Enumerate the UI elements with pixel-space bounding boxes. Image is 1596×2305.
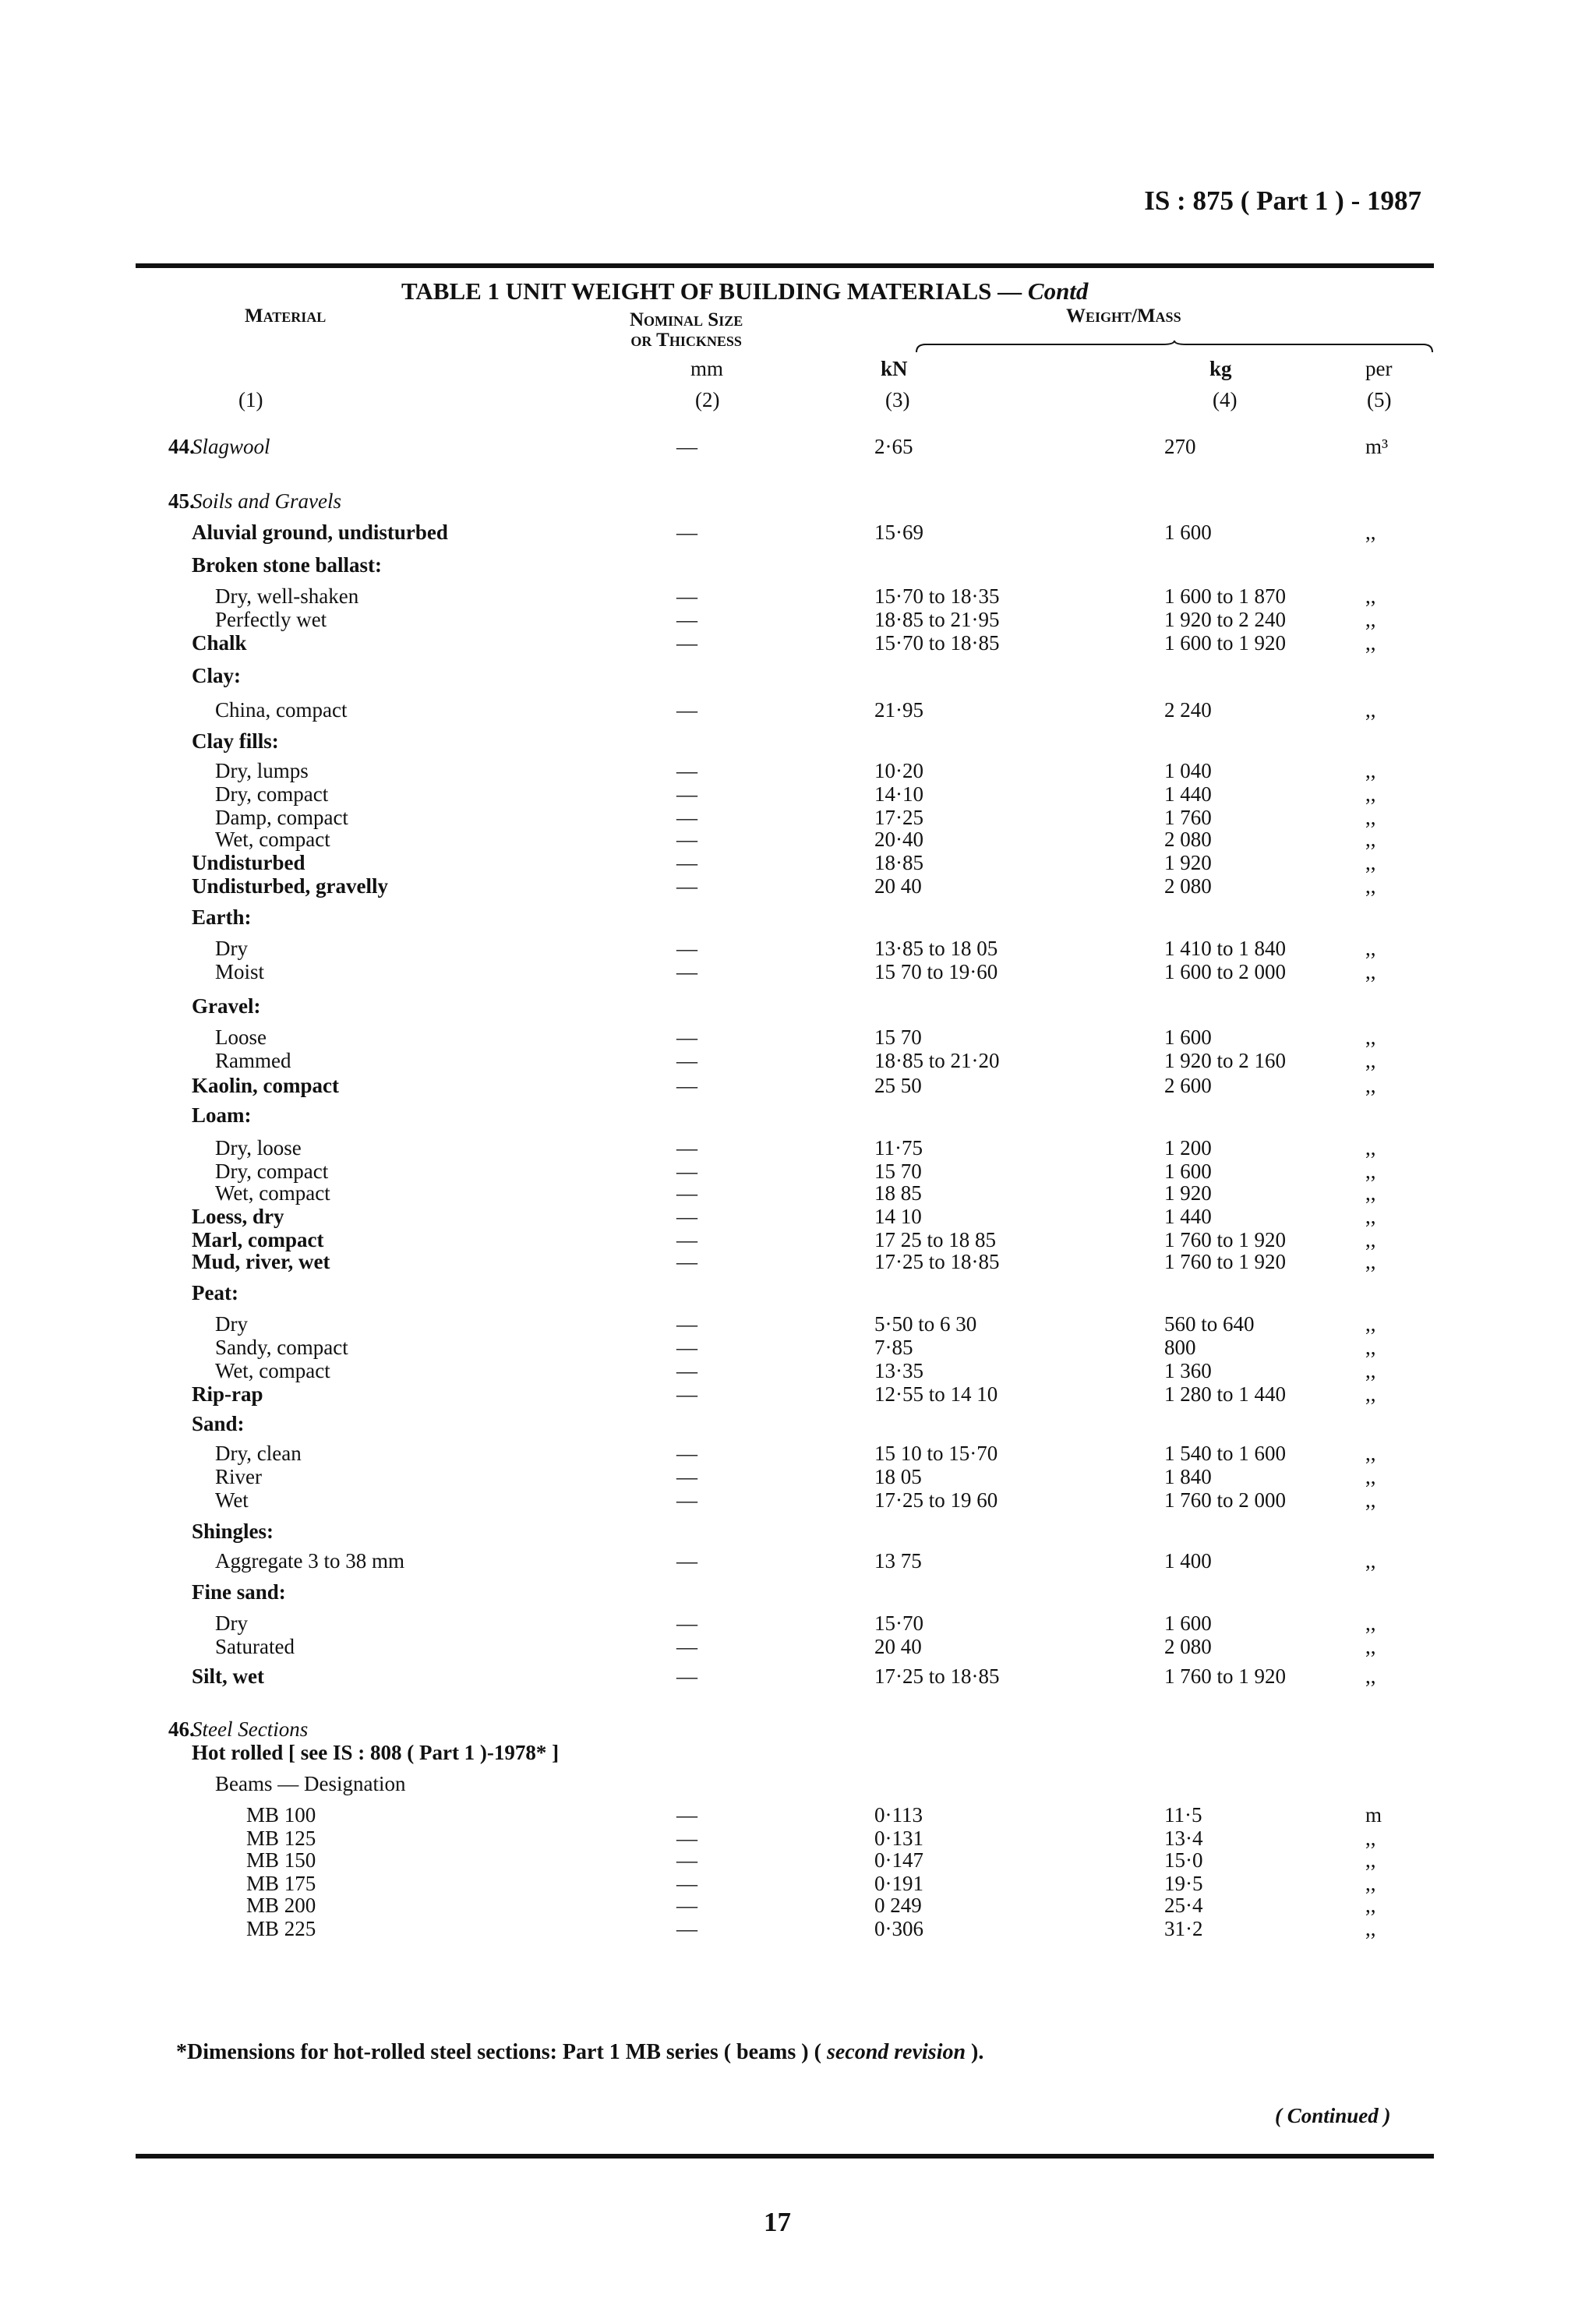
table-row <box>0 1848 1596 1872</box>
material-cell: Hot rolled [ see IS : 808 ( Part 1 )-1978* ] <box>192 1741 560 1764</box>
mass-kg-cell: 1 920 to 2 240 <box>1164 608 1287 631</box>
column-header-nominal-size <box>630 310 743 351</box>
table-row <box>0 905 1596 929</box>
table-row <box>0 1827 1596 1850</box>
table-row <box>0 1741 1596 1764</box>
table-row <box>0 1181 1596 1205</box>
mass-kg-cell: 1 440 <box>1164 1205 1212 1228</box>
mass-kg-cell: 1 600 to 1 870 <box>1164 584 1287 608</box>
weight-kn-cell: 18 85 <box>874 1181 922 1205</box>
nominal-size-cell: — <box>676 608 697 631</box>
material-cell: Broken stone ballast: <box>192 553 383 577</box>
mass-kg-cell: 1 410 to 1 840 <box>1164 937 1287 960</box>
nominal-size-cell: — <box>676 874 697 898</box>
per-unit-cell: ,, <box>1365 828 1376 851</box>
weight-kn-cell: 20·40 <box>874 828 923 851</box>
material-cell: Dry, loose <box>215 1136 302 1160</box>
nominal-size-cell: — <box>676 1611 697 1635</box>
table-row <box>0 1228 1596 1251</box>
weight-kn-cell: 15 70 to 19·60 <box>874 960 998 983</box>
material-cell: Gravel: <box>192 994 261 1018</box>
table-row <box>0 1580 1596 1604</box>
per-unit-cell: ,, <box>1365 1312 1376 1336</box>
per-unit-cell: ,, <box>1365 782 1376 806</box>
nominal-size-cell: — <box>676 698 697 722</box>
material-cell: Aggregate 3 to 38 mm <box>215 1549 404 1573</box>
material-cell: Shingles: <box>192 1520 274 1543</box>
per-unit-cell: ,, <box>1365 1917 1376 1940</box>
weight-kn-cell: 17·25 to 18·85 <box>874 1250 1000 1273</box>
weight-kn-cell: 0·306 <box>874 1917 923 1940</box>
mass-kg-cell: 1 600 <box>1164 1611 1212 1635</box>
nominal-size-cell: — <box>676 1848 697 1872</box>
nominal-size-cell: — <box>676 631 697 655</box>
mass-kg-cell: 1 760 to 1 920 <box>1164 1664 1287 1688</box>
mass-kg-cell: 270 <box>1164 435 1196 458</box>
per-unit-cell: ,, <box>1365 1181 1376 1205</box>
material-cell: Perfectly wet <box>215 608 327 631</box>
material-cell: Clay fills: <box>192 729 279 753</box>
footnote-revision: second revision <box>826 2040 966 2064</box>
table-row <box>0 1336 1596 1359</box>
table-row <box>0 521 1596 544</box>
nominal-size-cell: — <box>676 1025 697 1049</box>
row-number: 44. <box>168 435 195 458</box>
nominal-size-cell: — <box>676 1442 697 1465</box>
material-cell: Dry, lumps <box>215 759 309 782</box>
table-row <box>0 1917 1596 1940</box>
weight-kn-cell: 15·70 <box>874 1611 923 1635</box>
per-unit-cell: ,, <box>1365 1872 1376 1895</box>
nominal-size-cell: — <box>676 521 697 544</box>
mass-kg-cell: 2 600 <box>1164 1074 1212 1097</box>
mass-kg-cell: 1 600 <box>1164 521 1212 544</box>
per-unit-cell: ,, <box>1365 1894 1376 1917</box>
table-row <box>0 489 1596 513</box>
material-cell: Loess, dry <box>192 1205 284 1228</box>
weight-column-brace <box>915 340 1434 354</box>
per-unit-cell: ,, <box>1365 1382 1376 1406</box>
weight-kn-cell: 0·113 <box>874 1803 923 1827</box>
table-row <box>0 1074 1596 1097</box>
per-unit-cell: ,, <box>1365 806 1376 829</box>
page-number: 17 <box>764 2207 791 2237</box>
nominal-size-cell: — <box>676 1136 697 1160</box>
table-row <box>0 584 1596 608</box>
table-row <box>0 937 1596 960</box>
per-unit-cell: ,, <box>1365 584 1376 608</box>
footnote-suffix: ). <box>966 2040 984 2064</box>
nominal-size-cell: — <box>676 1635 697 1658</box>
weight-kn-cell: 10·20 <box>874 759 923 782</box>
table-row <box>0 1103 1596 1127</box>
row-number: 46. <box>168 1717 195 1741</box>
unit-kg: kg <box>1209 357 1232 380</box>
material-cell: Wet, compact <box>215 1181 330 1205</box>
weight-kn-cell: 17 25 to 18 85 <box>874 1228 997 1251</box>
top-rule <box>136 263 1434 268</box>
weight-kn-cell: 15 10 to 15·70 <box>874 1442 998 1465</box>
table-row <box>0 1412 1596 1435</box>
weight-kn-cell: 0·131 <box>874 1827 923 1850</box>
table-row <box>0 1803 1596 1827</box>
material-cell: Earth: <box>192 905 252 929</box>
nominal-size-cell: — <box>676 1917 697 1940</box>
table-row <box>0 1205 1596 1228</box>
mass-kg-cell: 2 080 <box>1164 1635 1212 1658</box>
table-row <box>0 1025 1596 1049</box>
mass-kg-cell: 560 to 640 <box>1164 1312 1255 1336</box>
material-cell: Wet, compact <box>215 828 330 851</box>
table-row <box>0 1717 1596 1741</box>
table-row <box>0 698 1596 722</box>
nominal-size-cell: — <box>676 1382 697 1406</box>
material-cell: Sandy, compact <box>215 1336 348 1359</box>
material-cell: Undisturbed, gravelly <box>192 874 389 898</box>
per-unit-cell: ,, <box>1365 960 1376 983</box>
table-row <box>0 664 1596 687</box>
material-cell: Chalk <box>192 631 247 655</box>
table-row <box>0 1442 1596 1465</box>
per-unit-cell: ,, <box>1365 698 1376 722</box>
material-cell: MB 150 <box>246 1848 316 1872</box>
mass-kg-cell: 15·0 <box>1164 1848 1203 1872</box>
weight-kn-cell: 18·85 to 21·20 <box>874 1049 1000 1072</box>
row-number: 45. <box>168 489 195 513</box>
nominal-size-cell: — <box>676 960 697 983</box>
weight-kn-cell: 15 70 <box>874 1025 922 1049</box>
mass-kg-cell: 1 440 <box>1164 782 1212 806</box>
table-row <box>0 1136 1596 1160</box>
material-cell: Dry, well-shaken <box>215 584 359 608</box>
nominal-size-cell: — <box>676 1465 697 1488</box>
per-unit-cell: ,, <box>1365 1465 1376 1488</box>
mass-kg-cell: 1 840 <box>1164 1465 1212 1488</box>
table-row <box>0 1635 1596 1658</box>
material-cell: MB 100 <box>246 1803 316 1827</box>
table-title-text: TABLE 1 UNIT WEIGHT OF BUILDING MATERIALS <box>401 277 992 305</box>
mass-kg-cell: 1 760 to 1 920 <box>1164 1228 1287 1251</box>
standard-number: IS : 875 ( Part 1 ) - 1987 <box>1144 185 1421 216</box>
table-row <box>0 1049 1596 1072</box>
table-row <box>0 1488 1596 1512</box>
mass-kg-cell: 1 600 <box>1164 1025 1212 1049</box>
mass-kg-cell: 1 400 <box>1164 1549 1212 1573</box>
unit-per: per <box>1365 357 1393 380</box>
nominal-size-cell: — <box>676 937 697 960</box>
material-cell: Rip-rap <box>192 1382 263 1406</box>
table-row <box>0 1772 1596 1795</box>
table-row <box>0 994 1596 1018</box>
weight-kn-cell: 15·70 to 18·35 <box>874 584 1000 608</box>
weight-kn-cell: 7·85 <box>874 1336 913 1359</box>
table-row <box>0 1894 1596 1917</box>
per-unit-cell: ,, <box>1365 1049 1376 1072</box>
nominal-size-cell: — <box>676 435 697 458</box>
material-cell: MB 125 <box>246 1827 316 1850</box>
per-unit-cell: ,, <box>1365 1359 1376 1382</box>
nominal-size-cell: — <box>676 584 697 608</box>
table-row <box>0 435 1596 458</box>
column-number-4: (4) <box>1213 388 1238 411</box>
weight-kn-cell: 17·25 to 19 60 <box>874 1488 998 1512</box>
material-cell: Slagwool <box>192 435 270 458</box>
mass-kg-cell: 1 920 <box>1164 1181 1212 1205</box>
per-unit-cell: ,, <box>1365 521 1376 544</box>
mass-kg-cell: 1 760 <box>1164 806 1212 829</box>
table-row <box>0 729 1596 753</box>
per-unit-cell: ,, <box>1365 759 1376 782</box>
per-unit-cell: ,, <box>1365 1848 1376 1872</box>
table-row <box>0 553 1596 577</box>
weight-kn-cell: 15 70 <box>874 1160 922 1183</box>
table-row <box>0 1520 1596 1543</box>
table-row <box>0 1549 1596 1573</box>
nominal-size-cell: — <box>676 1312 697 1336</box>
nominal-size-cell: — <box>676 782 697 806</box>
weight-kn-cell: 17·25 to 18·85 <box>874 1664 1000 1688</box>
per-unit-cell: ,, <box>1365 937 1376 960</box>
mass-kg-cell: 1 360 <box>1164 1359 1212 1382</box>
mass-kg-cell: 1 600 to 1 920 <box>1164 631 1287 655</box>
column-header-weight-mass: Weight/Mass <box>1066 305 1181 327</box>
material-cell: Dry <box>215 937 248 960</box>
weight-kn-cell: 13·35 <box>874 1359 923 1382</box>
nominal-size-cell: — <box>676 1205 697 1228</box>
per-unit-cell: ,, <box>1365 608 1376 631</box>
table-row <box>0 608 1596 631</box>
per-unit-cell: ,, <box>1365 874 1376 898</box>
per-unit-cell: ,, <box>1365 851 1376 874</box>
mass-kg-cell: 31·2 <box>1164 1917 1203 1940</box>
table-row <box>0 851 1596 874</box>
column-number-2: (2) <box>695 388 720 411</box>
per-unit-cell: ,, <box>1365 1549 1376 1573</box>
nominal-size-cell: — <box>676 828 697 851</box>
mass-kg-cell: 1 280 to 1 440 <box>1164 1382 1287 1406</box>
weight-kn-cell: 15·70 to 18·85 <box>874 631 1000 655</box>
weight-kn-cell: 14·10 <box>874 782 923 806</box>
weight-kn-cell: 5·50 to 6 30 <box>874 1312 977 1336</box>
table-row <box>0 1611 1596 1635</box>
column-header-nominal-line2: or Thickness <box>630 330 742 351</box>
per-unit-cell: ,, <box>1365 1611 1376 1635</box>
table-row <box>0 1664 1596 1688</box>
column-number-1: (1) <box>238 388 263 411</box>
table-row <box>0 1281 1596 1304</box>
column-header-material: Material <box>245 305 327 327</box>
material-cell: Loose <box>215 1025 267 1049</box>
per-unit-cell: ,, <box>1365 1442 1376 1465</box>
weight-kn-cell: 13·85 to 18 05 <box>874 937 998 960</box>
mass-kg-cell: 2 080 <box>1164 828 1212 851</box>
table-row <box>0 1160 1596 1183</box>
mass-kg-cell: 1 200 <box>1164 1136 1212 1160</box>
mass-kg-cell: 1 920 <box>1164 851 1212 874</box>
material-cell: Wet <box>215 1488 249 1512</box>
material-cell: Fine sand: <box>192 1580 286 1604</box>
nominal-size-cell: — <box>676 1872 697 1895</box>
material-cell: Wet, compact <box>215 1359 330 1382</box>
table-row <box>0 1250 1596 1273</box>
per-unit-cell: ,, <box>1365 1074 1376 1097</box>
material-cell: Undisturbed <box>192 851 305 874</box>
table-row <box>0 874 1596 898</box>
material-cell: Soils and Gravels <box>192 489 341 513</box>
table-row <box>0 806 1596 829</box>
per-unit-cell: ,, <box>1365 1025 1376 1049</box>
material-cell: MB 225 <box>246 1917 316 1940</box>
weight-kn-cell: 20 40 <box>874 874 922 898</box>
table-row <box>0 759 1596 782</box>
material-cell: Rammed <box>215 1049 291 1072</box>
per-unit-cell: ,, <box>1365 1827 1376 1850</box>
mass-kg-cell: 11·5 <box>1164 1803 1202 1827</box>
nominal-size-cell: — <box>676 1074 697 1097</box>
mass-kg-cell: 13·4 <box>1164 1827 1203 1850</box>
table-row <box>0 782 1596 806</box>
material-cell: Dry, compact <box>215 782 329 806</box>
nominal-size-cell: — <box>676 759 697 782</box>
table-row <box>0 1872 1596 1895</box>
weight-kn-cell: 17·25 <box>874 806 923 829</box>
weight-kn-cell: 15·69 <box>874 521 923 544</box>
mass-kg-cell: 1 540 to 1 600 <box>1164 1442 1287 1465</box>
material-cell: Marl, compact <box>192 1228 324 1251</box>
per-unit-cell: ,, <box>1365 631 1376 655</box>
material-cell: Dry <box>215 1312 248 1336</box>
nominal-size-cell: — <box>676 1894 697 1917</box>
material-cell: MB 175 <box>246 1872 316 1895</box>
weight-kn-cell: 0·191 <box>874 1872 923 1895</box>
nominal-size-cell: — <box>676 1549 697 1573</box>
table-row <box>0 1382 1596 1406</box>
nominal-size-cell: — <box>676 1336 697 1359</box>
weight-kn-cell: 2·65 <box>874 435 913 458</box>
nominal-size-cell: — <box>676 851 697 874</box>
weight-kn-cell: 18 05 <box>874 1465 922 1488</box>
per-unit-cell: ,, <box>1365 1488 1376 1512</box>
continued-label: ( Continued ) <box>1275 2104 1391 2127</box>
mass-kg-cell: 1 040 <box>1164 759 1212 782</box>
material-cell: Dry, compact <box>215 1160 329 1183</box>
material-cell: Loam: <box>192 1103 252 1127</box>
weight-kn-cell: 21·95 <box>874 698 923 722</box>
material-cell: Damp, compact <box>215 806 348 829</box>
per-unit-cell: ,, <box>1365 1205 1376 1228</box>
column-number-3: (3) <box>885 388 910 411</box>
mass-kg-cell: 1 760 to 2 000 <box>1164 1488 1287 1512</box>
bottom-rule <box>136 2154 1434 2159</box>
material-cell: MB 200 <box>246 1894 316 1917</box>
mass-kg-cell: 25·4 <box>1164 1894 1203 1917</box>
nominal-size-cell: — <box>676 806 697 829</box>
per-unit-cell: ,, <box>1365 1664 1376 1688</box>
table-row <box>0 960 1596 983</box>
nominal-size-cell: — <box>676 1359 697 1382</box>
material-cell: Silt, wet <box>192 1664 264 1688</box>
table-row <box>0 1359 1596 1382</box>
nominal-size-cell: — <box>676 1664 697 1688</box>
nominal-size-cell: — <box>676 1049 697 1072</box>
table-row <box>0 1465 1596 1488</box>
weight-kn-cell: 12·55 to 14 10 <box>874 1382 998 1406</box>
nominal-size-cell: — <box>676 1160 697 1183</box>
mass-kg-cell: 1 600 <box>1164 1160 1212 1183</box>
weight-kn-cell: 11·75 <box>874 1136 923 1160</box>
column-header-nominal-line1: Nominal Size <box>630 309 743 330</box>
nominal-size-cell: — <box>676 1488 697 1512</box>
unit-kn: kN <box>881 357 908 380</box>
material-cell: Dry <box>215 1611 248 1635</box>
nominal-size-cell: — <box>676 1228 697 1251</box>
mass-kg-cell: 1 920 to 2 160 <box>1164 1049 1287 1072</box>
column-number-5: (5) <box>1367 388 1392 411</box>
mass-kg-cell: 1 600 to 2 000 <box>1164 960 1287 983</box>
per-unit-cell: m³ <box>1365 435 1389 458</box>
nominal-size-cell: — <box>676 1250 697 1273</box>
mass-kg-cell: 19·5 <box>1164 1872 1203 1895</box>
material-cell: Mud, river, wet <box>192 1250 330 1273</box>
per-unit-cell: ,, <box>1365 1635 1376 1658</box>
nominal-size-cell: — <box>676 1827 697 1850</box>
mass-kg-cell: 2 080 <box>1164 874 1212 898</box>
mass-kg-cell: 800 <box>1164 1336 1196 1359</box>
mass-kg-cell: 1 760 to 1 920 <box>1164 1250 1287 1273</box>
footnote-prefix: *Dimensions for hot-rolled steel sections: Part 1 MB series ( beams ) ( <box>176 2040 827 2064</box>
material-cell: Beams — Designation <box>215 1772 406 1795</box>
per-unit-cell: ,, <box>1365 1136 1376 1160</box>
mass-kg-cell: 2 240 <box>1164 698 1212 722</box>
weight-kn-cell: 0·147 <box>874 1848 923 1872</box>
weight-kn-cell: 20 40 <box>874 1635 922 1658</box>
nominal-size-cell: — <box>676 1803 697 1827</box>
table-title-suffix: Contd <box>1027 277 1089 305</box>
per-unit-cell: ,, <box>1365 1336 1376 1359</box>
table-row <box>0 1312 1596 1336</box>
footnote <box>176 2040 983 2065</box>
weight-kn-cell: 13 75 <box>874 1549 922 1573</box>
weight-kn-cell: 0 249 <box>874 1894 922 1917</box>
nominal-size-cell: — <box>676 1181 697 1205</box>
per-unit-cell: ,, <box>1365 1228 1376 1251</box>
per-unit-cell: ,, <box>1365 1160 1376 1183</box>
table-title: TABLE 1 UNIT WEIGHT OF BUILDING MATERIALS — Contd <box>401 277 1089 305</box>
material-cell: Steel Sections <box>192 1717 309 1741</box>
material-cell: China, compact <box>215 698 348 722</box>
material-cell: Moist <box>215 960 265 983</box>
table-row <box>0 631 1596 655</box>
material-cell: Saturated <box>215 1635 295 1658</box>
material-cell: River <box>215 1465 262 1488</box>
weight-kn-cell: 25 50 <box>874 1074 922 1097</box>
unit-mm: mm <box>690 357 724 380</box>
material-cell: Dry, clean <box>215 1442 302 1465</box>
weight-kn-cell: 18·85 to 21·95 <box>874 608 1000 631</box>
material-cell: Sand: <box>192 1412 245 1435</box>
material-cell: Clay: <box>192 664 241 687</box>
weight-kn-cell: 18·85 <box>874 851 923 874</box>
material-cell: Aluvial ground, undisturbed <box>192 521 448 544</box>
material-cell: Peat: <box>192 1281 238 1304</box>
material-cell: Kaolin, compact <box>192 1074 339 1097</box>
weight-kn-cell: 14 10 <box>874 1205 922 1228</box>
per-unit-cell: m <box>1365 1803 1382 1827</box>
table-row <box>0 828 1596 851</box>
per-unit-cell: ,, <box>1365 1250 1376 1273</box>
